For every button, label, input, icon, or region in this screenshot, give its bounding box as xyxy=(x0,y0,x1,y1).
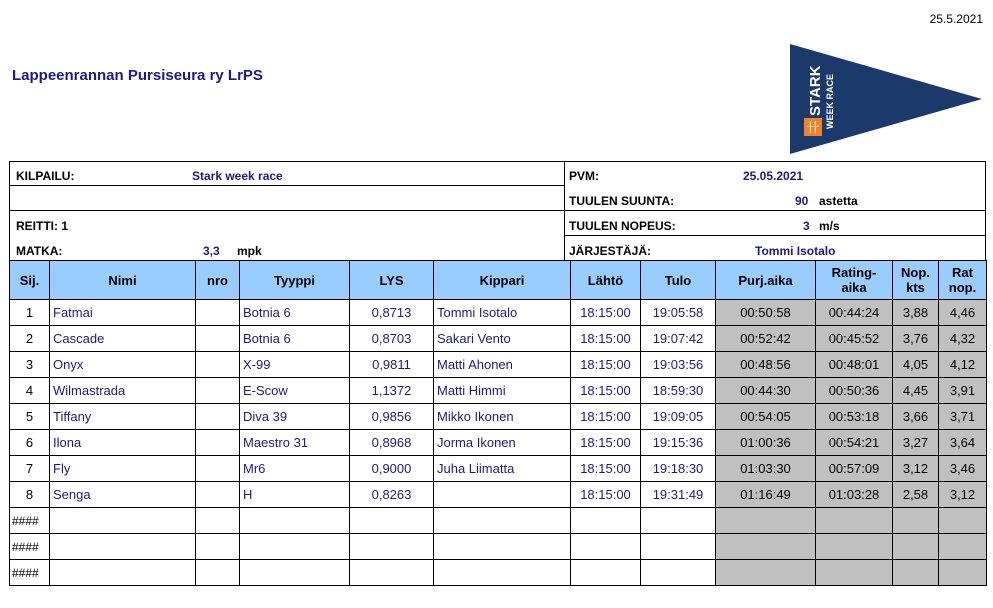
cell-nop-kts: 2,58 xyxy=(893,482,939,508)
table-row xyxy=(10,508,987,534)
cell-sij: 1 xyxy=(10,300,50,326)
table-row xyxy=(10,456,987,482)
cell-tyyppi: H xyxy=(240,482,350,508)
cell-purj-aika: 00:44:30 xyxy=(716,378,816,404)
table-row xyxy=(10,482,987,508)
cell-sij: 3 xyxy=(10,352,50,378)
table-row xyxy=(10,352,987,378)
cell-rating-aika: 00:50:36 xyxy=(816,378,893,404)
cell-rating-aika: 00:53:18 xyxy=(816,404,893,430)
cell-purj-aika: 00:54:05 xyxy=(716,404,816,430)
cell-kippari xyxy=(434,560,571,586)
logo-text-week-race: WEEK RACE xyxy=(825,73,835,129)
cell-kippari: Tommi Isotalo xyxy=(434,300,571,326)
header-lahto: Lähtö xyxy=(571,261,641,300)
cell-tulo: 19:05:58 xyxy=(641,300,716,326)
cell-kippari: Mikko Ikonen xyxy=(434,404,571,430)
cell-kippari: Matti Ahonen xyxy=(434,352,571,378)
header-tyyppi: Tyyppi xyxy=(240,261,350,300)
cell-purj-aika: 01:03:30 xyxy=(716,456,816,482)
table-row xyxy=(10,300,987,326)
cell-tulo: 19:31:49 xyxy=(641,482,716,508)
cell-sij: #### xyxy=(10,508,50,534)
tuulen-nopeus-label: TUULEN NOPEUS: xyxy=(569,219,676,233)
cell-rat-nop: 3,71 xyxy=(939,404,987,430)
cell-tyyppi: E-Scow xyxy=(240,378,350,404)
cell-rat-nop xyxy=(939,534,987,560)
cell-tyyppi xyxy=(240,560,350,586)
tuulen-suunta-label: TUULEN SUUNTA: xyxy=(569,194,675,208)
cell-sij: 5 xyxy=(10,404,50,430)
header-kippari: Kippari xyxy=(434,261,571,300)
cell-purj-aika: 01:00:36 xyxy=(716,430,816,456)
cell-tulo: 19:07:42 xyxy=(641,326,716,352)
cell-tulo: 18:59:30 xyxy=(641,378,716,404)
cell-lys: 0,9000 xyxy=(350,456,434,482)
cell-nop-kts: 3,66 xyxy=(893,404,939,430)
cell-lahto: 18:15:00 xyxy=(571,404,641,430)
cell-lahto: 18:15:00 xyxy=(571,482,641,508)
cell-nimi: Senga xyxy=(50,482,196,508)
cell-rating-aika: 00:45:52 xyxy=(816,326,893,352)
cell-nro xyxy=(196,456,240,482)
cell-lahto: 18:15:00 xyxy=(571,430,641,456)
cell-tyyppi xyxy=(240,508,350,534)
cell-sij: #### xyxy=(10,560,50,586)
tuulen-nopeus-value: 3 xyxy=(803,219,810,233)
cell-kippari xyxy=(434,534,571,560)
cell-lys xyxy=(350,534,434,560)
cell-purj-aika xyxy=(716,560,816,586)
cell-nro xyxy=(196,326,240,352)
cell-nro xyxy=(196,560,240,586)
table-row xyxy=(10,404,987,430)
cell-lys: 0,8713 xyxy=(350,300,434,326)
cell-nimi: Ilona xyxy=(50,430,196,456)
cell-rating-aika: 00:57:09 xyxy=(816,456,893,482)
cell-nop-kts: 3,76 xyxy=(893,326,939,352)
cell-lahto xyxy=(571,560,641,586)
race-info-panel xyxy=(9,161,986,260)
cell-nimi: Cascade xyxy=(50,326,196,352)
table-row xyxy=(10,534,987,560)
cell-purj-aika xyxy=(716,508,816,534)
cell-nro xyxy=(196,352,240,378)
cell-kippari xyxy=(434,508,571,534)
jarjestaja-label: JÄRJESTÄJÄ: xyxy=(569,244,652,258)
matka-label: MATKA: xyxy=(16,244,63,258)
cell-lahto: 18:15:00 xyxy=(571,352,641,378)
cell-purj-aika: 00:52:42 xyxy=(716,326,816,352)
cell-lahto: 18:15:00 xyxy=(571,300,641,326)
cell-rating-aika: 01:03:28 xyxy=(816,482,893,508)
cell-rat-nop: 3,12 xyxy=(939,482,987,508)
cell-rating-aika xyxy=(816,534,893,560)
cell-purj-aika: 00:50:58 xyxy=(716,300,816,326)
cell-tulo: 19:18:30 xyxy=(641,456,716,482)
cell-lahto: 18:15:00 xyxy=(571,326,641,352)
cell-nop-kts: 3,12 xyxy=(893,456,939,482)
cell-nimi xyxy=(50,508,196,534)
header-nro: nro xyxy=(196,261,240,300)
cell-lys: 0,8263 xyxy=(350,482,434,508)
cell-tulo: 19:15:36 xyxy=(641,430,716,456)
header-nop-kts: Nop. kts xyxy=(893,261,939,300)
header-rating-aika: Rating- aika xyxy=(816,261,893,300)
cell-kippari: Sakari Vento xyxy=(434,326,571,352)
cell-tulo xyxy=(641,534,716,560)
cell-rating-aika: 00:54:21 xyxy=(816,430,893,456)
cell-tyyppi: Botnia 6 xyxy=(240,326,350,352)
header-sij: Sij. xyxy=(10,261,50,300)
cell-kippari xyxy=(434,482,571,508)
cell-nimi: Wilmastrada xyxy=(50,378,196,404)
cell-rat-nop: 4,12 xyxy=(939,352,987,378)
header-purj-aika: Purj.aika xyxy=(716,261,816,300)
cell-lys xyxy=(350,508,434,534)
club-name: Lappeenrannan Pursiseura ry LrPS xyxy=(12,67,263,84)
cell-sij: 7 xyxy=(10,456,50,482)
cell-tulo: 19:03:56 xyxy=(641,352,716,378)
cell-tyyppi: Maestro 31 xyxy=(240,430,350,456)
cell-sij: 2 xyxy=(10,326,50,352)
cell-tyyppi: X-99 xyxy=(240,352,350,378)
header-tulo: Tulo xyxy=(641,261,716,300)
matka-value: 3,3 xyxy=(203,244,220,258)
cell-kippari: Matti Himmi xyxy=(434,378,571,404)
cell-nop-kts: 4,05 xyxy=(893,352,939,378)
cell-tulo xyxy=(641,508,716,534)
cell-purj-aika xyxy=(716,534,816,560)
cell-lys xyxy=(350,560,434,586)
cell-lys: 0,8703 xyxy=(350,326,434,352)
results-header-row xyxy=(10,261,987,300)
cell-lahto xyxy=(571,508,641,534)
cell-tyyppi: Botnia 6 xyxy=(240,300,350,326)
cell-nimi xyxy=(50,534,196,560)
jarjestaja-value: Tommi Isotalo xyxy=(755,244,836,258)
cell-tyyppi xyxy=(240,534,350,560)
cell-nop-kts xyxy=(893,508,939,534)
table-row xyxy=(10,430,987,456)
cell-nimi: Fly xyxy=(50,456,196,482)
tuulen-suunta-value: 90 xyxy=(795,194,809,208)
cell-nro xyxy=(196,378,240,404)
cell-nro xyxy=(196,482,240,508)
cell-tyyppi: Mr6 xyxy=(240,456,350,482)
cell-rat-nop: 3,46 xyxy=(939,456,987,482)
cell-nimi: Fatmai xyxy=(50,300,196,326)
matka-unit: mpk xyxy=(237,244,262,258)
logo-text-stark: STARK xyxy=(807,65,824,116)
cell-nimi: Onyx xyxy=(50,352,196,378)
cell-nop-kts xyxy=(893,534,939,560)
kilpailu-value: Stark week race xyxy=(192,169,283,183)
cell-tyyppi: Diva 39 xyxy=(240,404,350,430)
cell-lys: 0,9811 xyxy=(350,352,434,378)
cell-nop-kts: 3,27 xyxy=(893,430,939,456)
cell-nop-kts: 4,45 xyxy=(893,378,939,404)
cell-rating-aika: 00:44:24 xyxy=(816,300,893,326)
kilpailu-label: KILPAILU: xyxy=(16,169,75,183)
results-table xyxy=(9,260,987,586)
cell-rat-nop: 3,64 xyxy=(939,430,987,456)
stark-week-race-logo xyxy=(790,44,982,154)
cell-rating-aika xyxy=(816,508,893,534)
table-row xyxy=(10,326,987,352)
cell-nro xyxy=(196,534,240,560)
cell-sij: #### xyxy=(10,534,50,560)
cell-tulo: 19:09:05 xyxy=(641,404,716,430)
cell-rat-nop: 3,91 xyxy=(939,378,987,404)
cell-rat-nop: 4,46 xyxy=(939,300,987,326)
cell-lys: 0,8968 xyxy=(350,430,434,456)
cell-lahto: 18:15:00 xyxy=(571,456,641,482)
cell-rating-aika xyxy=(816,560,893,586)
cell-purj-aika: 00:48:56 xyxy=(716,352,816,378)
cell-nro xyxy=(196,300,240,326)
tuulen-suunta-unit: astetta xyxy=(819,194,858,208)
print-date: 25.5.2021 xyxy=(929,12,983,26)
cell-sij: 6 xyxy=(10,430,50,456)
cell-lys: 1,1372 xyxy=(350,378,434,404)
cell-nro xyxy=(196,508,240,534)
tuulen-nopeus-unit: m/s xyxy=(819,219,840,233)
cell-kippari: Juha Liimatta xyxy=(434,456,571,482)
cell-sij: 4 xyxy=(10,378,50,404)
header-rat-nop: Rat nop. xyxy=(939,261,987,300)
cell-nop-kts xyxy=(893,560,939,586)
cell-nro xyxy=(196,430,240,456)
cell-tulo xyxy=(641,560,716,586)
table-row xyxy=(10,378,987,404)
header-lys: LYS xyxy=(350,261,434,300)
cell-kippari: Jorma Ikonen xyxy=(434,430,571,456)
header-nimi: Nimi xyxy=(50,261,196,300)
cell-rat-nop: 4,32 xyxy=(939,326,987,352)
cell-rat-nop xyxy=(939,508,987,534)
cell-rat-nop xyxy=(939,560,987,586)
cell-nimi xyxy=(50,560,196,586)
pvm-label: PVM: xyxy=(569,169,599,183)
table-row xyxy=(10,560,987,586)
cell-rating-aika: 00:48:01 xyxy=(816,352,893,378)
cell-lahto: 18:15:00 xyxy=(571,378,641,404)
cell-lahto xyxy=(571,534,641,560)
pvm-value: 25.05.2021 xyxy=(743,169,804,183)
cell-nro xyxy=(196,404,240,430)
cell-nop-kts: 3,88 xyxy=(893,300,939,326)
logo-symbol: 卄 xyxy=(806,121,820,136)
cell-nimi: Tiffany xyxy=(50,404,196,430)
cell-sij: 8 xyxy=(10,482,50,508)
cell-lys: 0,9856 xyxy=(350,404,434,430)
cell-purj-aika: 01:16:49 xyxy=(716,482,816,508)
reitti-label: REITTI: 1 xyxy=(16,219,69,233)
